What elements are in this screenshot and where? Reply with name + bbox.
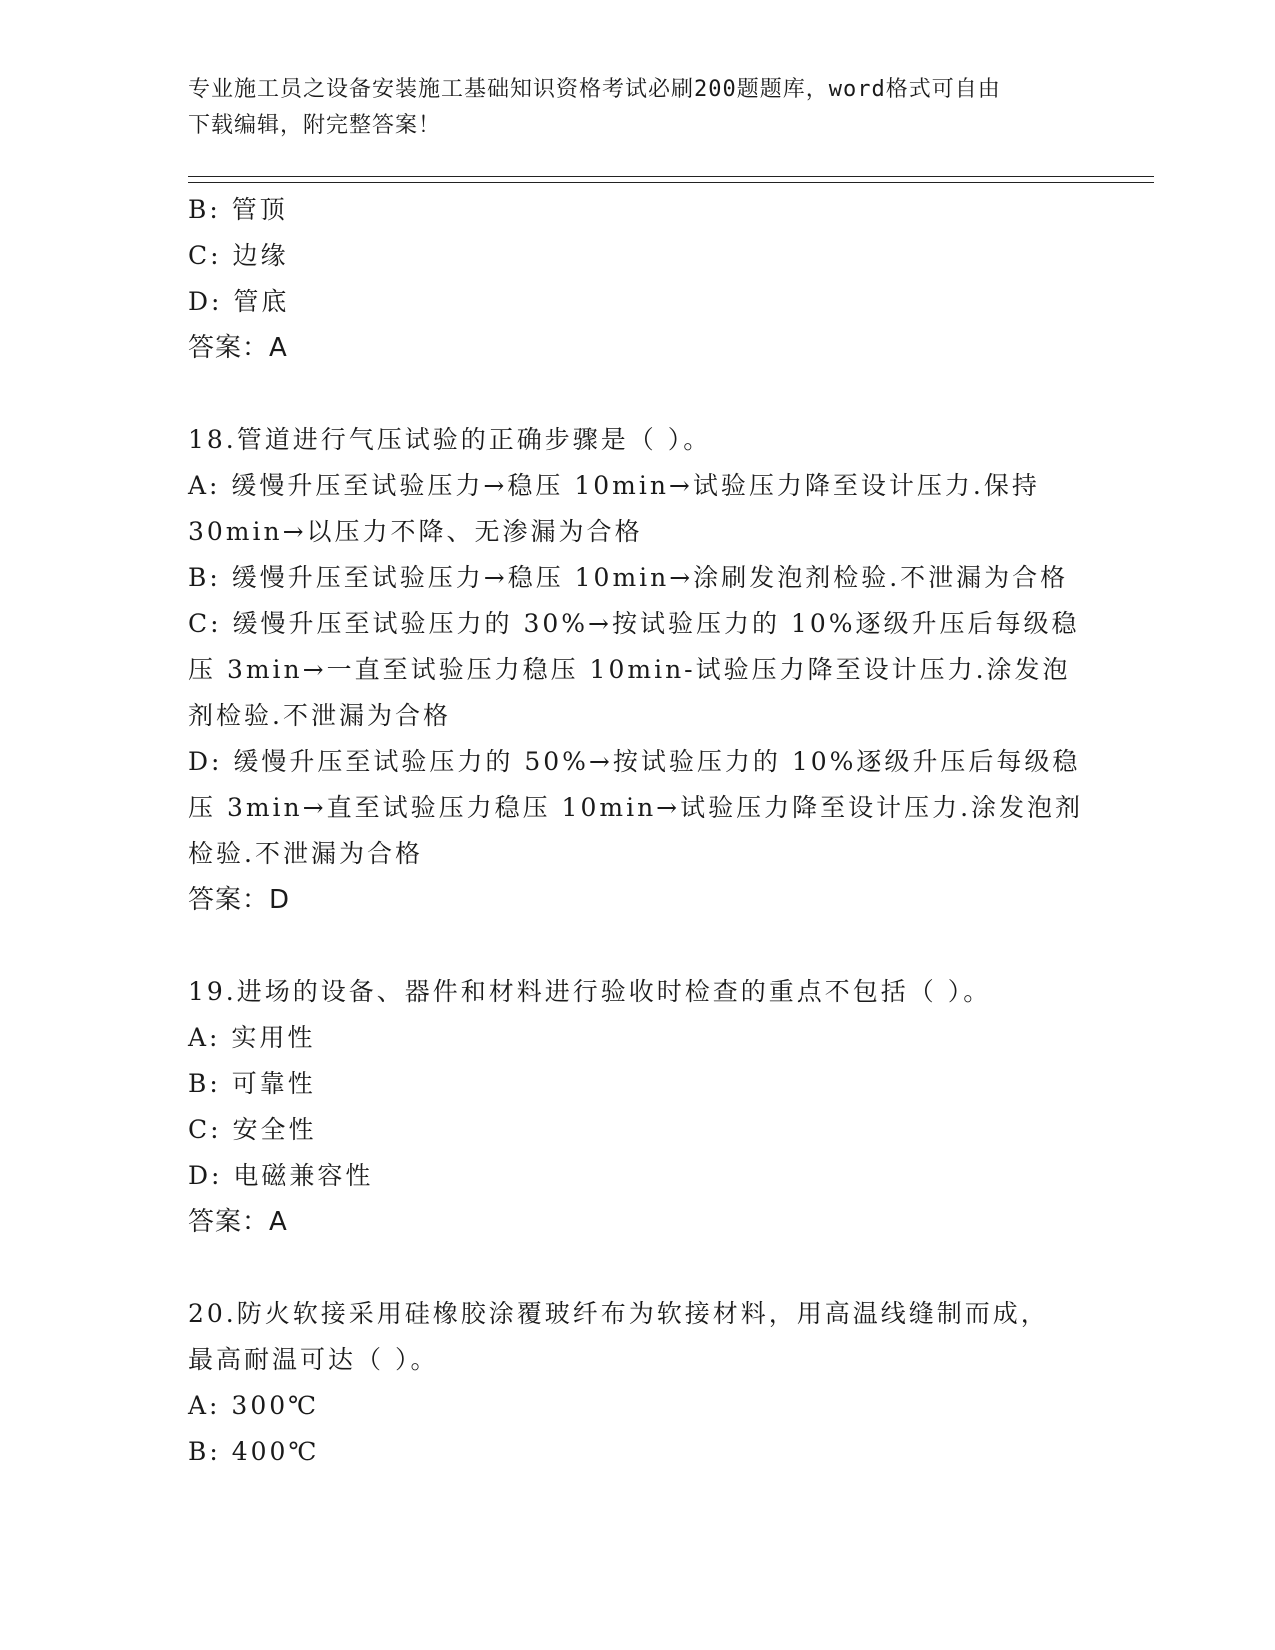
question-stem-line-2: 最高耐温可达（ ）。 <box>188 1345 439 1374</box>
header-divider-bottom <box>188 182 1154 183</box>
option-d-line-2: 压 3min→直至试验压力稳压 10min→试验压力降至设计压力.涂发泡剂 <box>188 793 1084 822</box>
header-line-1: 专业施工员之设备安装施工基础知识资格考试必刷200题题库，word格式可自由 <box>188 77 1001 102</box>
option-d-line-3: 检验.不泄漏为合格 <box>188 839 423 868</box>
answer-label: 答案：A <box>188 333 288 363</box>
question-18 <box>188 417 1088 923</box>
option-b: B: 管顶 <box>188 195 288 224</box>
option-d: D: 管底 <box>188 287 290 316</box>
option-d-line-1: D: 缓慢升压至试验压力的 50%→按试验压力的 10%逐级升压后每级稳 <box>188 747 1081 776</box>
document-header <box>188 72 1068 144</box>
question-19 <box>188 969 1088 1245</box>
question-stem: 18.管道进行气压试验的正确步骤是（ ）。 <box>188 425 712 454</box>
answer-label: 答案：D <box>188 885 291 915</box>
option-c: C: 边缘 <box>188 241 289 270</box>
question-20 <box>188 1291 1088 1475</box>
option-c-line-1: C: 缓慢升压至试验压力的 30%→按试验压力的 10%逐级升压后每级稳 <box>188 609 1080 638</box>
option-b: B: 缓慢升压至试验压力→稳压 10min→涂刷发泡剂检验.不泄漏为合格 <box>188 563 1069 592</box>
option-b: B: 400℃ <box>188 1437 320 1466</box>
option-a-line-2: 30min→以压力不降、无渗漏为合格 <box>188 517 643 546</box>
option-d: D: 电磁兼容性 <box>188 1161 374 1190</box>
option-a: A: 300℃ <box>188 1391 320 1420</box>
option-a: A: 实用性 <box>188 1023 316 1052</box>
option-c-line-3: 剂检验.不泄漏为合格 <box>188 701 451 730</box>
question-list <box>188 187 1088 1475</box>
option-c-line-2: 压 3min→一直至试验压力稳压 10min-试验压力降至设计压力.涂发泡 <box>188 655 1071 684</box>
question-17 <box>188 187 1088 371</box>
header-divider-top <box>188 176 1154 177</box>
option-a-line-1: A: 缓慢升压至试验压力→稳压 10min→试验压力降至设计压力.保持 <box>188 471 1040 500</box>
question-stem-line-1: 20.防火软接采用硅橡胶涂覆玻纤布为软接材料，用高温线缝制而成， <box>188 1299 1049 1328</box>
header-line-2: 下载编辑，附完整答案！ <box>188 113 442 138</box>
question-stem: 19.进场的设备、器件和材料进行验收时检查的重点不包括（ ）。 <box>188 977 992 1006</box>
option-c: C: 安全性 <box>188 1115 317 1144</box>
answer-label: 答案：A <box>188 1207 288 1237</box>
option-b: B: 可靠性 <box>188 1069 316 1098</box>
